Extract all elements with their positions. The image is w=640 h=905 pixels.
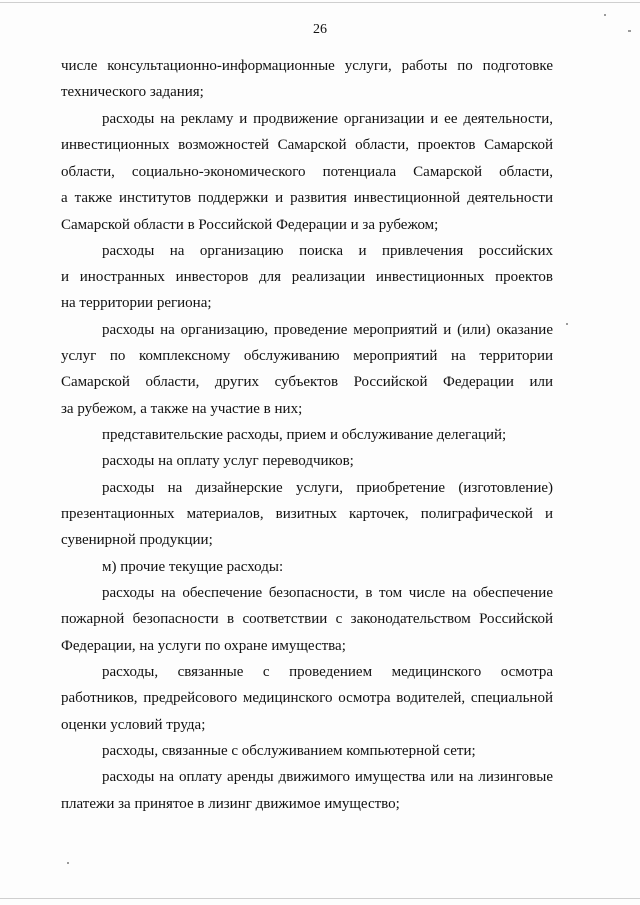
text-line: расходы, связанные с проведением медицинского осмотра [102, 664, 553, 680]
text-line: пожарной безопасности в соответствии с законодательством Российской [61, 611, 553, 627]
text-line: расходы на оплату услуг переводчиков; [102, 453, 354, 469]
text-line: Самарской области в Российской Федерации и за рубежом; [61, 217, 439, 233]
text-line: и иностранных инвесторов для реализации инвестиционных проектов [61, 269, 553, 285]
text-line: оценки условий труда; [61, 717, 206, 733]
text-line: расходы на дизайнерские услуги, приобретение (изготовление) [102, 480, 553, 496]
text-line: расходы на организацию, проведение мероприятий и (или) оказание [102, 322, 553, 338]
text-line: расходы на рекламу и продвижение организации и ее деятельности, [102, 111, 553, 127]
scan-edge-bottom [0, 898, 640, 899]
text-line: представительские расходы, прием и обслуживание делегаций; [102, 427, 507, 443]
text-line: расходы, связанные с обслуживанием компьютерной сети; [102, 743, 476, 759]
text-line: а также институтов поддержки и развития инвестиционной деятельности [61, 190, 553, 206]
text-line: расходы на обеспечение безопасности, в том числе на обеспечение [102, 585, 553, 601]
text-line: платежи за принятое в лизинг движимое имущество; [61, 796, 400, 812]
text-line: области, социально-экономического потенциала Самарской области, [61, 164, 553, 180]
text-line: за рубежом, а также на участие в них; [61, 401, 303, 417]
scan-edge-top [0, 2, 640, 3]
scan-speck [67, 862, 69, 864]
text-line: м) прочие текущие расходы: [102, 559, 284, 575]
text-line: на территории региона; [61, 295, 212, 311]
text-line: сувенирной продукции; [61, 532, 213, 548]
page-number: 26 [313, 22, 327, 37]
text-line: технического задания; [61, 84, 204, 100]
scan-speck [604, 14, 606, 16]
text-line: Федерации, на услуги по охране имущества; [61, 638, 346, 654]
text-line: расходы на оплату аренды движимого имущества или на лизинговые [102, 769, 553, 785]
text-line: числе консультационно-информационные услуги, работы по подготовке [61, 58, 553, 74]
text-line: презентационных материалов, визитных карточек, полиграфической и [61, 506, 553, 522]
text-line: инвестиционных возможностей Самарской области, проектов Самарской [61, 137, 553, 153]
scan-speck [566, 323, 568, 325]
text-line: работников, предрейсового медицинского осмотра водителей, специальной [61, 690, 553, 706]
text-line: расходы на организацию поиска и привлечения российских [102, 243, 553, 259]
text-line: Самарской области, других субъектов Российской Федерации или [61, 374, 553, 390]
text-line: услуг по комплексному обслуживанию мероприятий на территории [61, 348, 553, 364]
